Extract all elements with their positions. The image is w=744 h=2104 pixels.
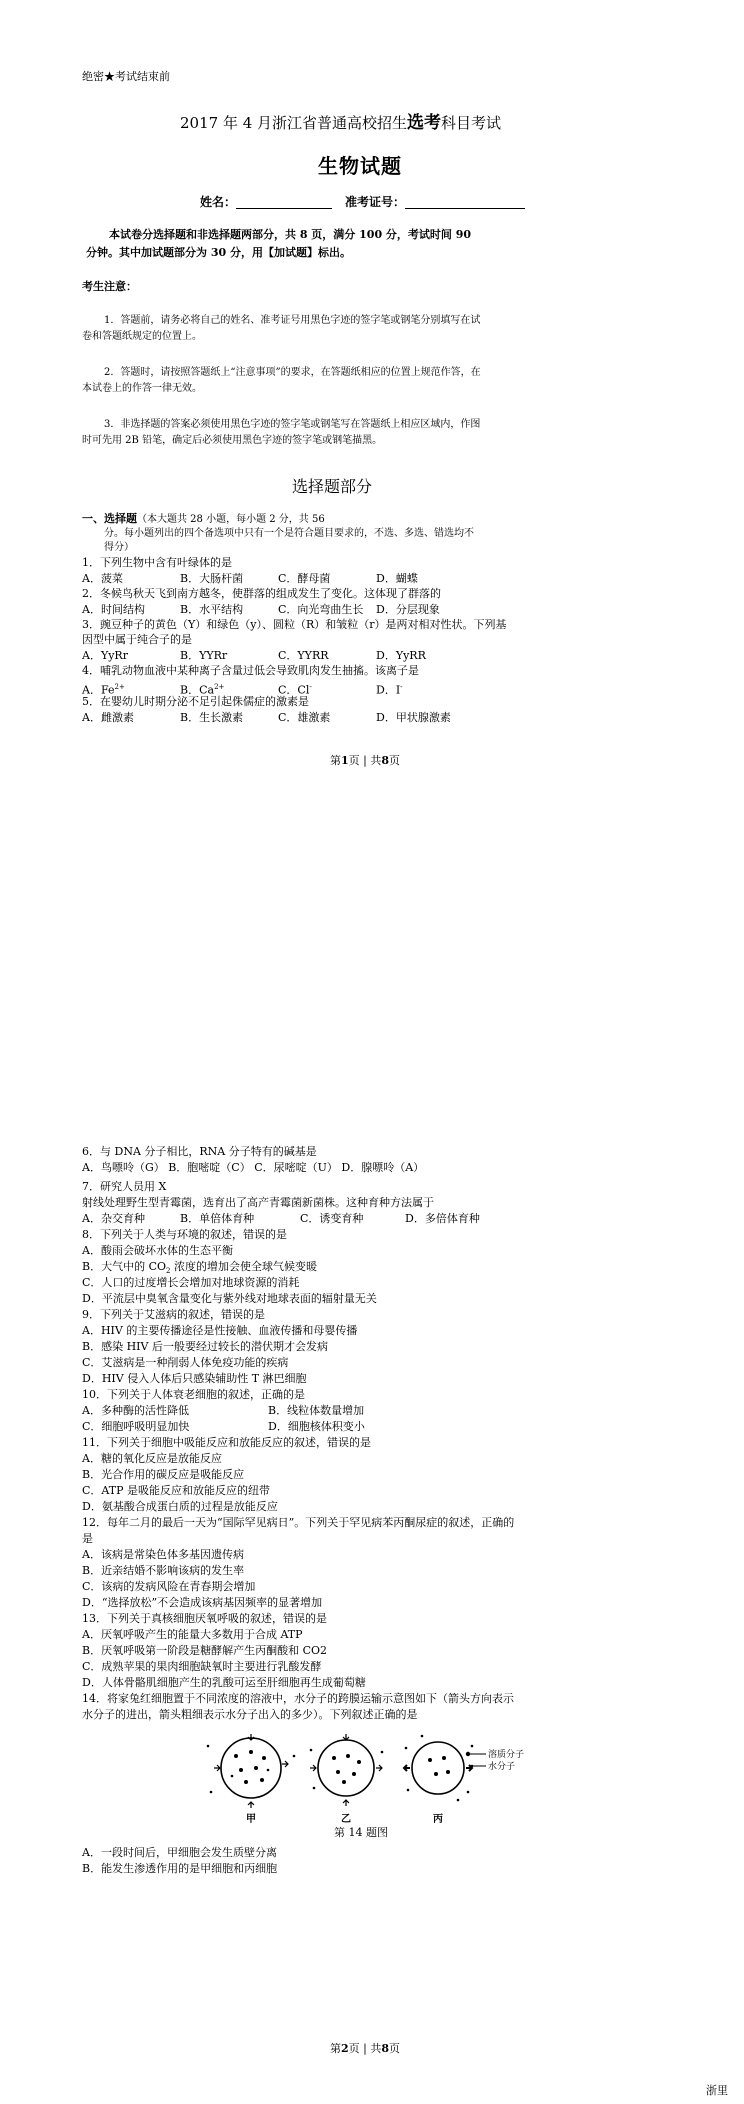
- q4-option-b-text: B．Ca: [180, 683, 215, 697]
- q7-stem-2: 射线处理野生型青霉菌，选育出了高产青霉菌新菌株。这种育种方法属于: [82, 1196, 434, 1209]
- q1-stem: 1．下列生物中含有叶绿体的是: [82, 556, 232, 569]
- q4-stem: 4．哺乳动物血液中某种离子含量过低会导致肌肉发生抽搐。该离子是: [82, 664, 419, 677]
- id-label: 准考证号：: [345, 195, 406, 209]
- note-1-line-2: 卷和答题纸规定的位置上。: [82, 331, 202, 342]
- q3-option-b: B．YYRr: [180, 649, 228, 662]
- q11-option-c: C．ATP 是吸能反应和放能反应的纽带: [82, 1484, 270, 1497]
- q1-option-c: C．酵母菌: [278, 572, 331, 585]
- q2-option-a: A．时间结构: [82, 603, 145, 616]
- subject-title: 生物试题: [318, 154, 402, 178]
- q2-option-c: C．向光弯曲生长: [278, 603, 364, 616]
- name-blank[interactable]: [236, 196, 332, 209]
- q9-option-c: C．艾滋病是一种削弱人体免疫功能的疾病: [82, 1356, 289, 1369]
- intro-line-1: 本试卷分选择题和非选择题两部分，共 8 页，满分 100 分，考试时间 90: [109, 228, 472, 241]
- footer2-mid: 页 | 共: [348, 2042, 382, 2055]
- q10-option-d: D．细胞核体积变小: [268, 1420, 365, 1433]
- q3-option-d: D．YyRR: [376, 649, 426, 662]
- q5-option-b: B．生长激素: [180, 711, 244, 724]
- q8-option-d: D．平流层中臭氧含量变化与紫外线对地球表面的辐射量无关: [82, 1292, 377, 1305]
- q2-option-b: B．水平结构: [180, 603, 244, 616]
- q12-stem-1: 12．每年二月的最后一天为“国际罕见病日”。下列关于罕见病苯丙酮尿症的叙述，正确的: [82, 1516, 515, 1529]
- part1-line-2: 分。每小题列出的四个备选项中只有一个是符合题目要求的，不选、多选、错选均不: [104, 528, 474, 539]
- q1-option-d: D．蝴蝶: [376, 572, 418, 585]
- q8-option-a: A．酸雨会破坏水体的生态平衡: [82, 1244, 233, 1257]
- page-footer-1: [330, 752, 400, 768]
- q12-option-d: D．“选择放松”不会造成该病基因频率的显著增加: [82, 1596, 323, 1609]
- exam-title-post: 科目考试: [441, 114, 502, 132]
- footer2-num: 2: [341, 2042, 349, 2055]
- q14-option-a: A．一段时间后，甲细胞会发生质壁分离: [82, 1846, 277, 1859]
- name-label: 姓名：: [200, 195, 237, 209]
- footer1-mid: 页 | 共: [348, 754, 382, 767]
- q9-option-d: D．HIV 侵入人体后只感染辅助性 T 淋巴细胞: [82, 1372, 307, 1385]
- label-yi: 乙: [341, 1814, 351, 1824]
- q4-option-c-text: C．Cl: [278, 683, 310, 697]
- note-1-line-1: 1．答题前，请务必将自己的姓名、准考证号用黑色字迹的签字笔或钢笔分别填写在试: [104, 315, 481, 326]
- q10-option-b: B．线粒体数量增加: [268, 1404, 365, 1417]
- part1-heading: [82, 512, 325, 526]
- q12-stem-2: 是: [82, 1532, 93, 1545]
- q8-stem: 8．下列关于人类与环境的叙述，错误的是: [82, 1228, 287, 1241]
- q13-stem: 13．下列关于真核细胞厌氧呼吸的叙述，错误的是: [82, 1612, 327, 1625]
- q12-option-b: B．近亲结婚不影响该病的发生率: [82, 1564, 245, 1577]
- q6-stem: 6．与 DNA 分子相比，RNA 分子特有的碱基是: [82, 1145, 317, 1158]
- footer1-pre: 第: [330, 754, 341, 767]
- q7-option-a: A．杂交育种: [82, 1212, 145, 1225]
- q14-stem-1: 14．将家兔红细胞置于不同浓度的溶液中，水分子的跨膜运输示意图如下（箭头方向表示: [82, 1692, 514, 1705]
- part1-heading-rest: （本大题共 28 小题，每小题 2 分，共 56: [137, 514, 325, 525]
- q14-option-b: B．能发生渗透作用的是甲细胞和丙细胞: [82, 1862, 278, 1875]
- q13-option-c: C．成熟苹果的果肉细胞缺氧时主要进行乳酸发酵: [82, 1660, 322, 1673]
- note-2-line-2: 本试卷上的作答一律无效。: [82, 383, 202, 394]
- note-2-line-1: 2．答题时，请按照答题纸上“注意事项”的要求，在答题纸相应的位置上规范作答，在: [104, 367, 481, 378]
- q4-option-d: [376, 680, 403, 698]
- q8-option-c: C．人口的过度增长会增加对地球资源的消耗: [82, 1276, 300, 1289]
- q5-stem: 5．在婴幼儿时期分泌不足引起侏儒症的激素是: [82, 695, 309, 708]
- q13-option-d: D．人体骨骼肌细胞产生的乳酸可运至肝细胞再生成葡萄糖: [82, 1676, 366, 1689]
- q7-option-b: B．单倍体育种: [180, 1212, 255, 1225]
- q5-option-d: D．甲状腺激素: [376, 711, 451, 724]
- confidential-mark: 绝密★考试结束前: [82, 70, 170, 83]
- q6-options: A．鸟嘌呤（G） B．胞嘧啶（C） C．尿嘧啶（U） D．腺嘌呤（A）: [82, 1161, 425, 1174]
- part1-heading-label: 一、选择题: [82, 512, 137, 525]
- footer1-num: 1: [341, 754, 349, 767]
- exam-title-pre: 2017 年 4 月浙江省普通高校招生: [180, 114, 408, 132]
- part1-line-3: 得分）: [104, 542, 134, 553]
- q4-option-b-sup: 2+: [214, 683, 225, 691]
- q3-stem-2: 因型中属于纯合子的是: [82, 633, 192, 646]
- exam-title-big: 选考: [407, 113, 442, 133]
- q11-option-a: A．糖的氧化反应是放能反应: [82, 1452, 222, 1465]
- q12-option-c: C．该病的发病风险在青春期会增加: [82, 1580, 256, 1593]
- q2-option-d: D．分层现象: [376, 603, 440, 616]
- label-jia: 甲: [246, 1814, 256, 1824]
- label-bing: 丙: [433, 1814, 443, 1824]
- footer2-total: 8: [381, 2042, 390, 2055]
- exam-title: [180, 108, 501, 133]
- figure-caption: 第 14 题图: [334, 1826, 388, 1839]
- footer2-pre: 第: [330, 2042, 341, 2055]
- q5-option-a: A．雌激素: [82, 711, 134, 724]
- q8-option-b-pre: B．大气中的 CO: [82, 1260, 167, 1273]
- q3-option-c: C．YYRR: [278, 649, 329, 662]
- cell-jia: [207, 1734, 296, 1808]
- q3-option-a: A．YyRr: [82, 649, 128, 662]
- q8-option-b-post: 浓度的增加会使全球气候变暖: [170, 1260, 317, 1273]
- notes-title: 考生注意：: [82, 280, 137, 293]
- q10-option-c: C．细胞呼吸明显加快: [82, 1420, 190, 1433]
- legend-water: 水分子: [488, 1762, 516, 1772]
- footer1-total: 8: [381, 754, 390, 767]
- q14-osmosis-figure: [196, 1726, 536, 1824]
- q7-option-c: C．诱变育种: [300, 1212, 364, 1225]
- q9-option-a: A．HIV 的主要传播途径是性接触、血液传播和母婴传播: [82, 1324, 358, 1337]
- q4-option-d-text: D．I: [376, 683, 401, 697]
- q5-option-c: C．雄激素: [278, 711, 331, 724]
- id-blank[interactable]: [405, 196, 525, 209]
- name-row: [200, 195, 332, 209]
- note-3-line-1: 3．非选择题的答案必须使用黑色字迹的签字笔或钢笔写在答题纸上相应区域内，作图: [104, 419, 481, 430]
- q7-option-d: D．多倍体育种: [405, 1212, 480, 1225]
- figure-legend: [466, 1752, 486, 1768]
- q10-option-a: A．多种酶的活性降低: [82, 1404, 189, 1417]
- q1-option-b: B．大肠杆菌: [180, 572, 244, 585]
- q4-option-c-sup: -: [309, 683, 312, 691]
- intro-line-2: 分钟。其中加试题部分为 30 分，用【加试题】标出。: [86, 246, 351, 259]
- legend-solute: 溶质分子: [488, 1750, 525, 1760]
- cell-bing: [404, 1735, 473, 1802]
- corner-mark: 浙里: [706, 2084, 728, 2097]
- section-title: 选择题部分: [292, 477, 373, 496]
- q4-option-a-sup: 2+: [114, 683, 125, 691]
- q14-stem-2: 水分子的进出，箭头粗细表示水分子出入的多少）。下列叙述正确的是: [82, 1708, 418, 1721]
- q9-option-b: B．感染 HIV 后一般要经过较长的潜伏期才会发病: [82, 1340, 328, 1353]
- note-3-line-2: 时可先用 2B 铅笔，确定后必须使用黑色字迹的签字笔或钢笔描黑。: [82, 435, 383, 446]
- q11-option-b: B．光合作用的碳反应是吸能反应: [82, 1468, 245, 1481]
- q4-option-d-sup: -: [400, 683, 403, 691]
- q7-stem: 7．研究人员用 X: [82, 1180, 167, 1193]
- q4-option-a-text: A．Fe: [82, 683, 115, 697]
- q2-stem: 2．冬候鸟秋天飞到南方越冬，使群落的组成发生了变化。这体现了群落的: [82, 587, 441, 600]
- footer2-post: 页: [389, 2042, 401, 2055]
- q8-option-b-sub: 2: [166, 1267, 171, 1276]
- q3-stem-1: 3．豌豆种子的黄色（Y）和绿色（y）、圆粒（R）和皱粒（r）是两对相对性状。下列基: [82, 618, 507, 631]
- q11-option-d: D．氨基酸合成蛋白质的过程是放能反应: [82, 1500, 278, 1513]
- q11-stem: 11．下列关于细胞中吸能反应和放能反应的叙述，错误的是: [82, 1436, 371, 1449]
- q12-option-a: A．该病是常染色体多基因遗传病: [82, 1548, 244, 1561]
- id-row: [345, 195, 525, 209]
- q10-stem: 10．下列关于人体衰老细胞的叙述，正确的是: [82, 1388, 305, 1401]
- q13-option-a: A．厌氧呼吸产生的能量大多数用于合成 ATP: [82, 1628, 303, 1641]
- q13-option-b: B．厌氧呼吸第一阶段是糖酵解产生丙酮酸和 CO2: [82, 1644, 328, 1657]
- cell-yi: [310, 1734, 384, 1806]
- q1-option-a: A．菠菜: [82, 572, 123, 585]
- page-footer-2: [330, 2040, 400, 2056]
- q9-stem: 9．下列关于艾滋病的叙述，错误的是: [82, 1308, 265, 1321]
- footer1-post: 页: [389, 754, 401, 767]
